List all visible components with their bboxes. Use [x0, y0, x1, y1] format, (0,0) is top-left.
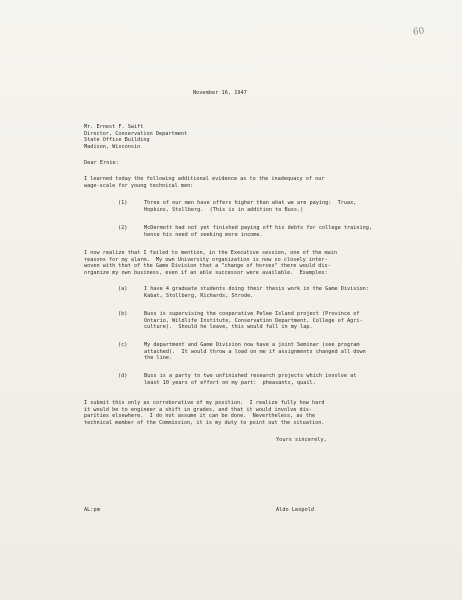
list-item-line: Kabat, Stollberg, Richards, Strode.: [144, 292, 254, 299]
address-line: State Office Building: [84, 137, 150, 144]
list-item-line: Three of our men have offers higher than what we are paying: Truax,: [144, 200, 357, 206]
paragraph-line: I learned today the following additional evidence as to the inadequacy of our: [84, 176, 325, 182]
valediction: Yours sincerely,: [276, 437, 327, 443]
paragraph-line: reasons for my alarm. My own University organization is now so closely inter-: [84, 256, 328, 263]
paragraph-line: I now realize that I failed to mention, in the Executive session, one of the main: [84, 250, 337, 256]
paragraph-line: it would be to engineer a shift in grades, and that it would involve dis-: [84, 406, 312, 413]
list-item: [144, 286, 369, 299]
paragraph-line: parities elsewhere. I do not assume it can be done. Nevertheless, as the: [84, 413, 316, 420]
list-item-line: culture). Should he leave, this would fall in my lap.: [144, 324, 313, 331]
list-item-line: My department and Game Division now have a joint Seminar (see program: [144, 342, 360, 348]
letter-date: November 16, 1947: [193, 90, 247, 96]
address-line: Mr. Ernest F. Swift: [84, 124, 144, 130]
handwritten-annotation: 60: [412, 26, 426, 38]
body-paragraph: [84, 250, 337, 276]
intro-paragraph: [84, 176, 324, 189]
list-item: [144, 342, 366, 362]
list-item: [144, 200, 356, 213]
list-number: (b): [118, 311, 128, 317]
list-item-line: the line.: [144, 355, 173, 362]
list-number: (1): [118, 200, 128, 206]
list-number: (2): [118, 225, 128, 231]
recipient-address: [84, 124, 187, 150]
list-item-line: I have 4 graduate students doing their thesis work in the Game Division:: [144, 286, 369, 292]
list-item: [144, 311, 363, 331]
paragraph-line: technical member of the Commission, it is my duty to point out the situation.: [84, 419, 325, 426]
closing-paragraph: [84, 400, 324, 426]
list-item-line: least 10 years of effort on my part: pheasants, quail.: [144, 379, 316, 386]
list-item-line: Buss is a party to two unfinished research projects which involve at: [144, 373, 357, 379]
list-item-line: McDermott had not yet finished paying off his debts for college training,: [144, 225, 372, 231]
list-item-line: Ontario, Wildlife Institute, Conservation Department, College of Agri-: [144, 317, 363, 324]
list-item-line: hence his need of seeking more income.: [144, 231, 263, 238]
paragraph-line: I submit this only as corroborative of my position. I realize fully how hard: [84, 400, 325, 406]
salutation: Dear Ernie:: [84, 160, 119, 166]
paragraph-line: organize my own business, even if an able successor were available. Examples:: [84, 269, 328, 276]
address-line: Madison, Wisconsin: [84, 143, 141, 150]
signature-name: Aldo Leopold: [276, 507, 315, 513]
address-line: Director, Conservation Department: [84, 130, 188, 137]
typist-initials: AL:pm: [84, 507, 100, 513]
list-number: (a): [118, 286, 128, 292]
list-item-line: Buss is supervising the cooperative Pelee Island project (Province of: [144, 311, 360, 317]
list-number: (c): [118, 342, 128, 348]
list-item-line: Hopkins, Stollberg. (This is in addition to Buss.): [144, 206, 304, 213]
list-item: [144, 225, 372, 238]
paragraph-line: woven with that of the Game Division that a "change of horses" there would dis-: [84, 263, 331, 270]
list-item: [144, 373, 356, 386]
paragraph-line: wage-scale for young technical men:: [84, 182, 194, 189]
list-number: (d): [118, 373, 128, 379]
list-item-line: attached). It would throw a load on me if assignments changed all down: [144, 348, 366, 355]
